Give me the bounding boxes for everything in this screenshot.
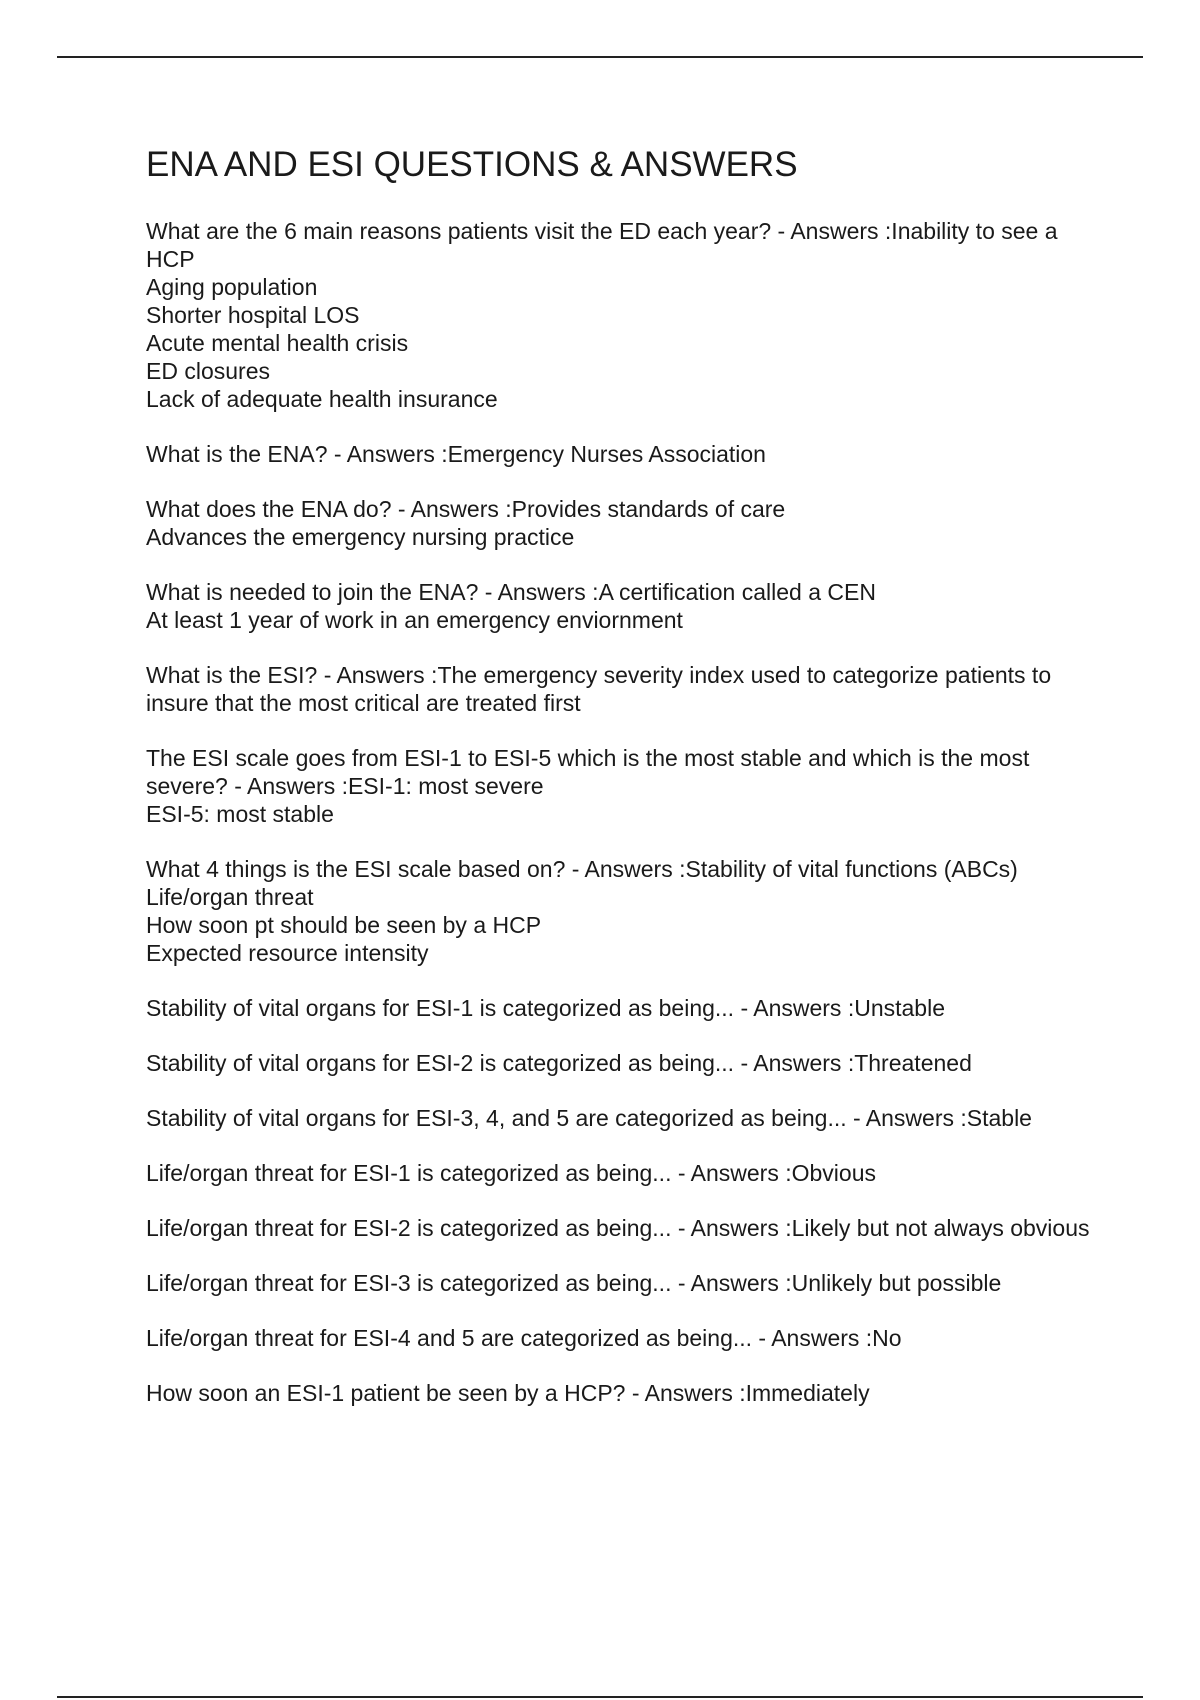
qa-item <box>146 994 1106 1022</box>
qa-line: ED closures <box>146 358 270 384</box>
qa-line: What 4 things is the ESI scale based on? - Answers :Stability of vital functions (ABCs) <box>146 856 1018 882</box>
qa-item <box>146 578 1106 634</box>
qa-item <box>146 1104 1106 1132</box>
qa-line: Aging population <box>146 274 318 300</box>
qa-line: What is needed to join the ENA? - Answers :A certification called a CEN <box>146 579 876 605</box>
qa-line: Expected resource intensity <box>146 940 429 966</box>
qa-line: Stability of vital organs for ESI-2 is categorized as being... - Answers :Threatened <box>146 1050 972 1076</box>
qa-line: Life/organ threat for ESI-1 is categorized as being... - Answers :Obvious <box>146 1160 876 1186</box>
qa-line: Life/organ threat for ESI-4 and 5 are categorized as being... - Answers :No <box>146 1325 902 1351</box>
qa-line: Lack of adequate health insurance <box>146 386 498 412</box>
document-title: ENA AND ESI QUESTIONS & ANSWERS <box>146 145 798 184</box>
qa-line: At least 1 year of work in an emergency enviornment <box>146 607 683 633</box>
document-body <box>146 143 1106 1434</box>
qa-line: ESI-5: most stable <box>146 801 334 827</box>
qa-item <box>146 495 1106 551</box>
top-rule <box>57 56 1143 58</box>
qa-item <box>146 1324 1106 1352</box>
qa-item <box>146 1214 1106 1242</box>
qa-line: Life/organ threat for ESI-3 is categorized as being... - Answers :Unlikely but possible <box>146 1270 1002 1296</box>
qa-line: Shorter hospital LOS <box>146 302 360 328</box>
qa-item <box>146 855 1106 967</box>
qa-item <box>146 1049 1106 1077</box>
qa-item <box>146 744 1106 828</box>
qa-line: Advances the emergency nursing practice <box>146 524 575 550</box>
qa-line: What is the ENA? - Answers :Emergency Nurses Association <box>146 441 766 467</box>
qa-item <box>146 1159 1106 1187</box>
qa-line: The ESI scale goes from ESI-1 to ESI-5 which is the most stable and which is the most severe? - Answers :ESI-1: most severe <box>146 745 1030 799</box>
qa-line: How soon an ESI-1 patient be seen by a HCP? - Answers :Immediately <box>146 1380 870 1406</box>
bottom-rule <box>57 1696 1143 1698</box>
qa-line: How soon pt should be seen by a HCP <box>146 912 542 938</box>
qa-line: What does the ENA do? - Answers :Provides standards of care <box>146 496 786 522</box>
qa-line: Life/organ threat <box>146 884 314 910</box>
qa-line: Life/organ threat for ESI-2 is categorized as being... - Answers :Likely but not always obvious <box>146 1215 1090 1241</box>
qa-line: Stability of vital organs for ESI-1 is categorized as being... - Answers :Unstable <box>146 995 945 1021</box>
qa-item <box>146 661 1106 717</box>
qa-line: Stability of vital organs for ESI-3, 4, and 5 are categorized as being... - Answers :Stable <box>146 1105 1032 1131</box>
qa-line: What are the 6 main reasons patients visit the ED each year? - Answers :Inability to see a HCP <box>146 218 1058 272</box>
qa-item <box>146 440 1106 468</box>
qa-item <box>146 1379 1106 1407</box>
qa-item <box>146 1269 1106 1297</box>
qa-line: What is the ESI? - Answers :The emergency severity index used to categorize patients to insure that the most critical are treated first <box>146 662 1052 716</box>
qa-item <box>146 217 1106 413</box>
qa-line: Acute mental health crisis <box>146 330 409 356</box>
